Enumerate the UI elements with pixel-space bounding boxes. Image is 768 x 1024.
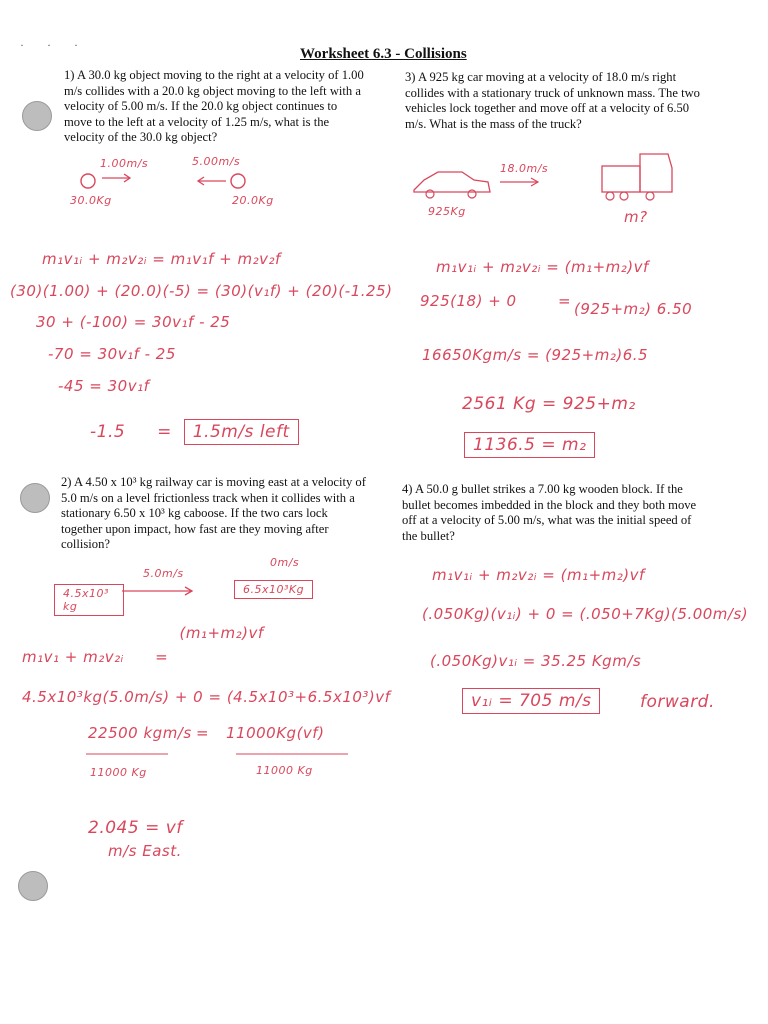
w3-answer: 1136.5 = m₂	[464, 432, 595, 458]
w4-line-1: m₁v₁ᵢ + m₂v₂ᵢ = (m₁+m₂)vf	[432, 566, 645, 584]
w2-rhs: (m₁+m₂)vf	[179, 624, 264, 642]
w2-fraction-bars	[86, 752, 366, 756]
scan-specks: · · ·	[20, 38, 88, 52]
w2-denominator-left: 11000 Kg	[90, 766, 147, 779]
w2-arrow	[122, 585, 202, 597]
w2-line-2: 4.5x10³kg(5.0m/s) + 0 = (4.5x10³+6.5x10³)vf	[22, 688, 391, 706]
w3-v: 18.0m/s	[500, 162, 549, 175]
w3-line-4: 2561 Kg = 925+m₂	[462, 394, 636, 414]
binder-hole-top	[22, 101, 52, 131]
w3-m1: 925Kg	[428, 205, 466, 218]
w4-answer: v₁ᵢ = 705 m/s	[462, 688, 600, 714]
w2-v1: 5.0m/s	[143, 567, 184, 580]
w1-line-2: (30)(1.00) + (20.0)(-5) = (30)(v₁f) + (20)(-1.25)	[10, 282, 393, 300]
w1-line-5: -45 = 30v₁f	[58, 377, 150, 395]
w3-line-1: m₁v₁ᵢ + m₂v₂ᵢ = (m₁+m₂)vf	[436, 258, 649, 276]
problem-4: 4) A 50.0 g bullet strikes a 7.00 kg wooden block. If the bullet becomes imbedded in the block and they both move off at a velocity of 5.00 m/s, what was the initial speed of the bullet?	[402, 482, 697, 543]
w3-m2: m?	[624, 208, 648, 226]
w1-result: -1.5	[90, 422, 126, 442]
w2-numerator-left: 22500 kgm/s	[88, 724, 192, 742]
w4-line-3: (.050Kg)v₁ᵢ = 35.25 Kgm/s	[430, 652, 642, 670]
w2-equals: =	[155, 648, 169, 666]
w1-line-4: -70 = 30v₁f - 25	[48, 345, 176, 363]
w1-answer: 1.5m/s left	[184, 419, 299, 445]
w2-result: 2.045 = vf	[88, 818, 183, 838]
w1-v2: 5.00m/s	[192, 155, 241, 168]
w1-v1: 1.00m/s	[100, 157, 149, 170]
w4-line-2: (.050Kg)(v₁ᵢ) + 0 = (.050+7Kg)(5.00m/s)	[422, 605, 749, 623]
w1-m2: 20.0Kg	[232, 194, 274, 207]
binder-hole-bottom	[18, 871, 48, 901]
w2-line-1	[22, 624, 264, 666]
w2-equals-2: =	[196, 724, 210, 742]
w2-m2: 6.5x10³Kg	[234, 580, 313, 599]
w1-m1: 30.0Kg	[70, 194, 112, 207]
w3-line-3: 16650Kgm/s = (925+m₂)6.5	[422, 346, 649, 364]
problem-2: 2) A 4.50 x 10³ kg railway car is moving east at a velocity of 5.0 m/s on a level frictionless track when it collides with a stationary 6.50 x 10³ kg caboose. If the two cars lock together upon impact, how fast are they moving after collision?	[61, 475, 366, 552]
problem-1: 1) A 30.0 kg object moving to the right at a velocity of 1.00 m/s collides with a 20.0 kg object moving to the left with a velocity of 5.00 m/s. If the 20.0 kg object continues to move to the left at a velocity of 1.25 m/s, what is the velocity of the 30.0 kg object?	[64, 68, 364, 145]
w2-denominator-right: 11000 Kg	[256, 764, 313, 777]
w3-line-2a: 925(18) + 0	[420, 292, 517, 310]
w3-line-2b: =	[558, 292, 572, 310]
w1-equals: =	[157, 422, 172, 442]
w2-v2: 0m/s	[270, 556, 300, 569]
w2-numerator-right: 11000Kg(vf)	[226, 724, 325, 742]
w1-line-3: 30 + (-100) = 30v₁f - 25	[36, 313, 231, 331]
w1-line-6	[90, 422, 299, 442]
w2-result-units: m/s East.	[108, 842, 182, 860]
w2-lhs: m₁v₁ + m₂v₂ᵢ	[22, 648, 124, 666]
w4-direction: forward.	[640, 692, 715, 712]
w2-m1: 4.5x10³ kg	[54, 584, 124, 616]
problem-3: 3) A 925 kg car moving at a velocity of 18.0 m/s right collides with a stationary truck of unknown mass. The two vehicles lock together and move off at a velocity of 6.50 m/s. What is the mass of the truck?	[405, 70, 700, 131]
w3-line-2c: (925+m₂) 6.50	[574, 300, 693, 318]
binder-hole-middle	[20, 483, 50, 513]
worksheet-title: Worksheet 6.3 - Collisions	[300, 46, 467, 62]
w1-objects-sketch	[78, 170, 258, 192]
w1-line-1: m₁v₁ᵢ + m₂v₂ᵢ = m₁v₁f + m₂v₂f	[42, 250, 281, 268]
